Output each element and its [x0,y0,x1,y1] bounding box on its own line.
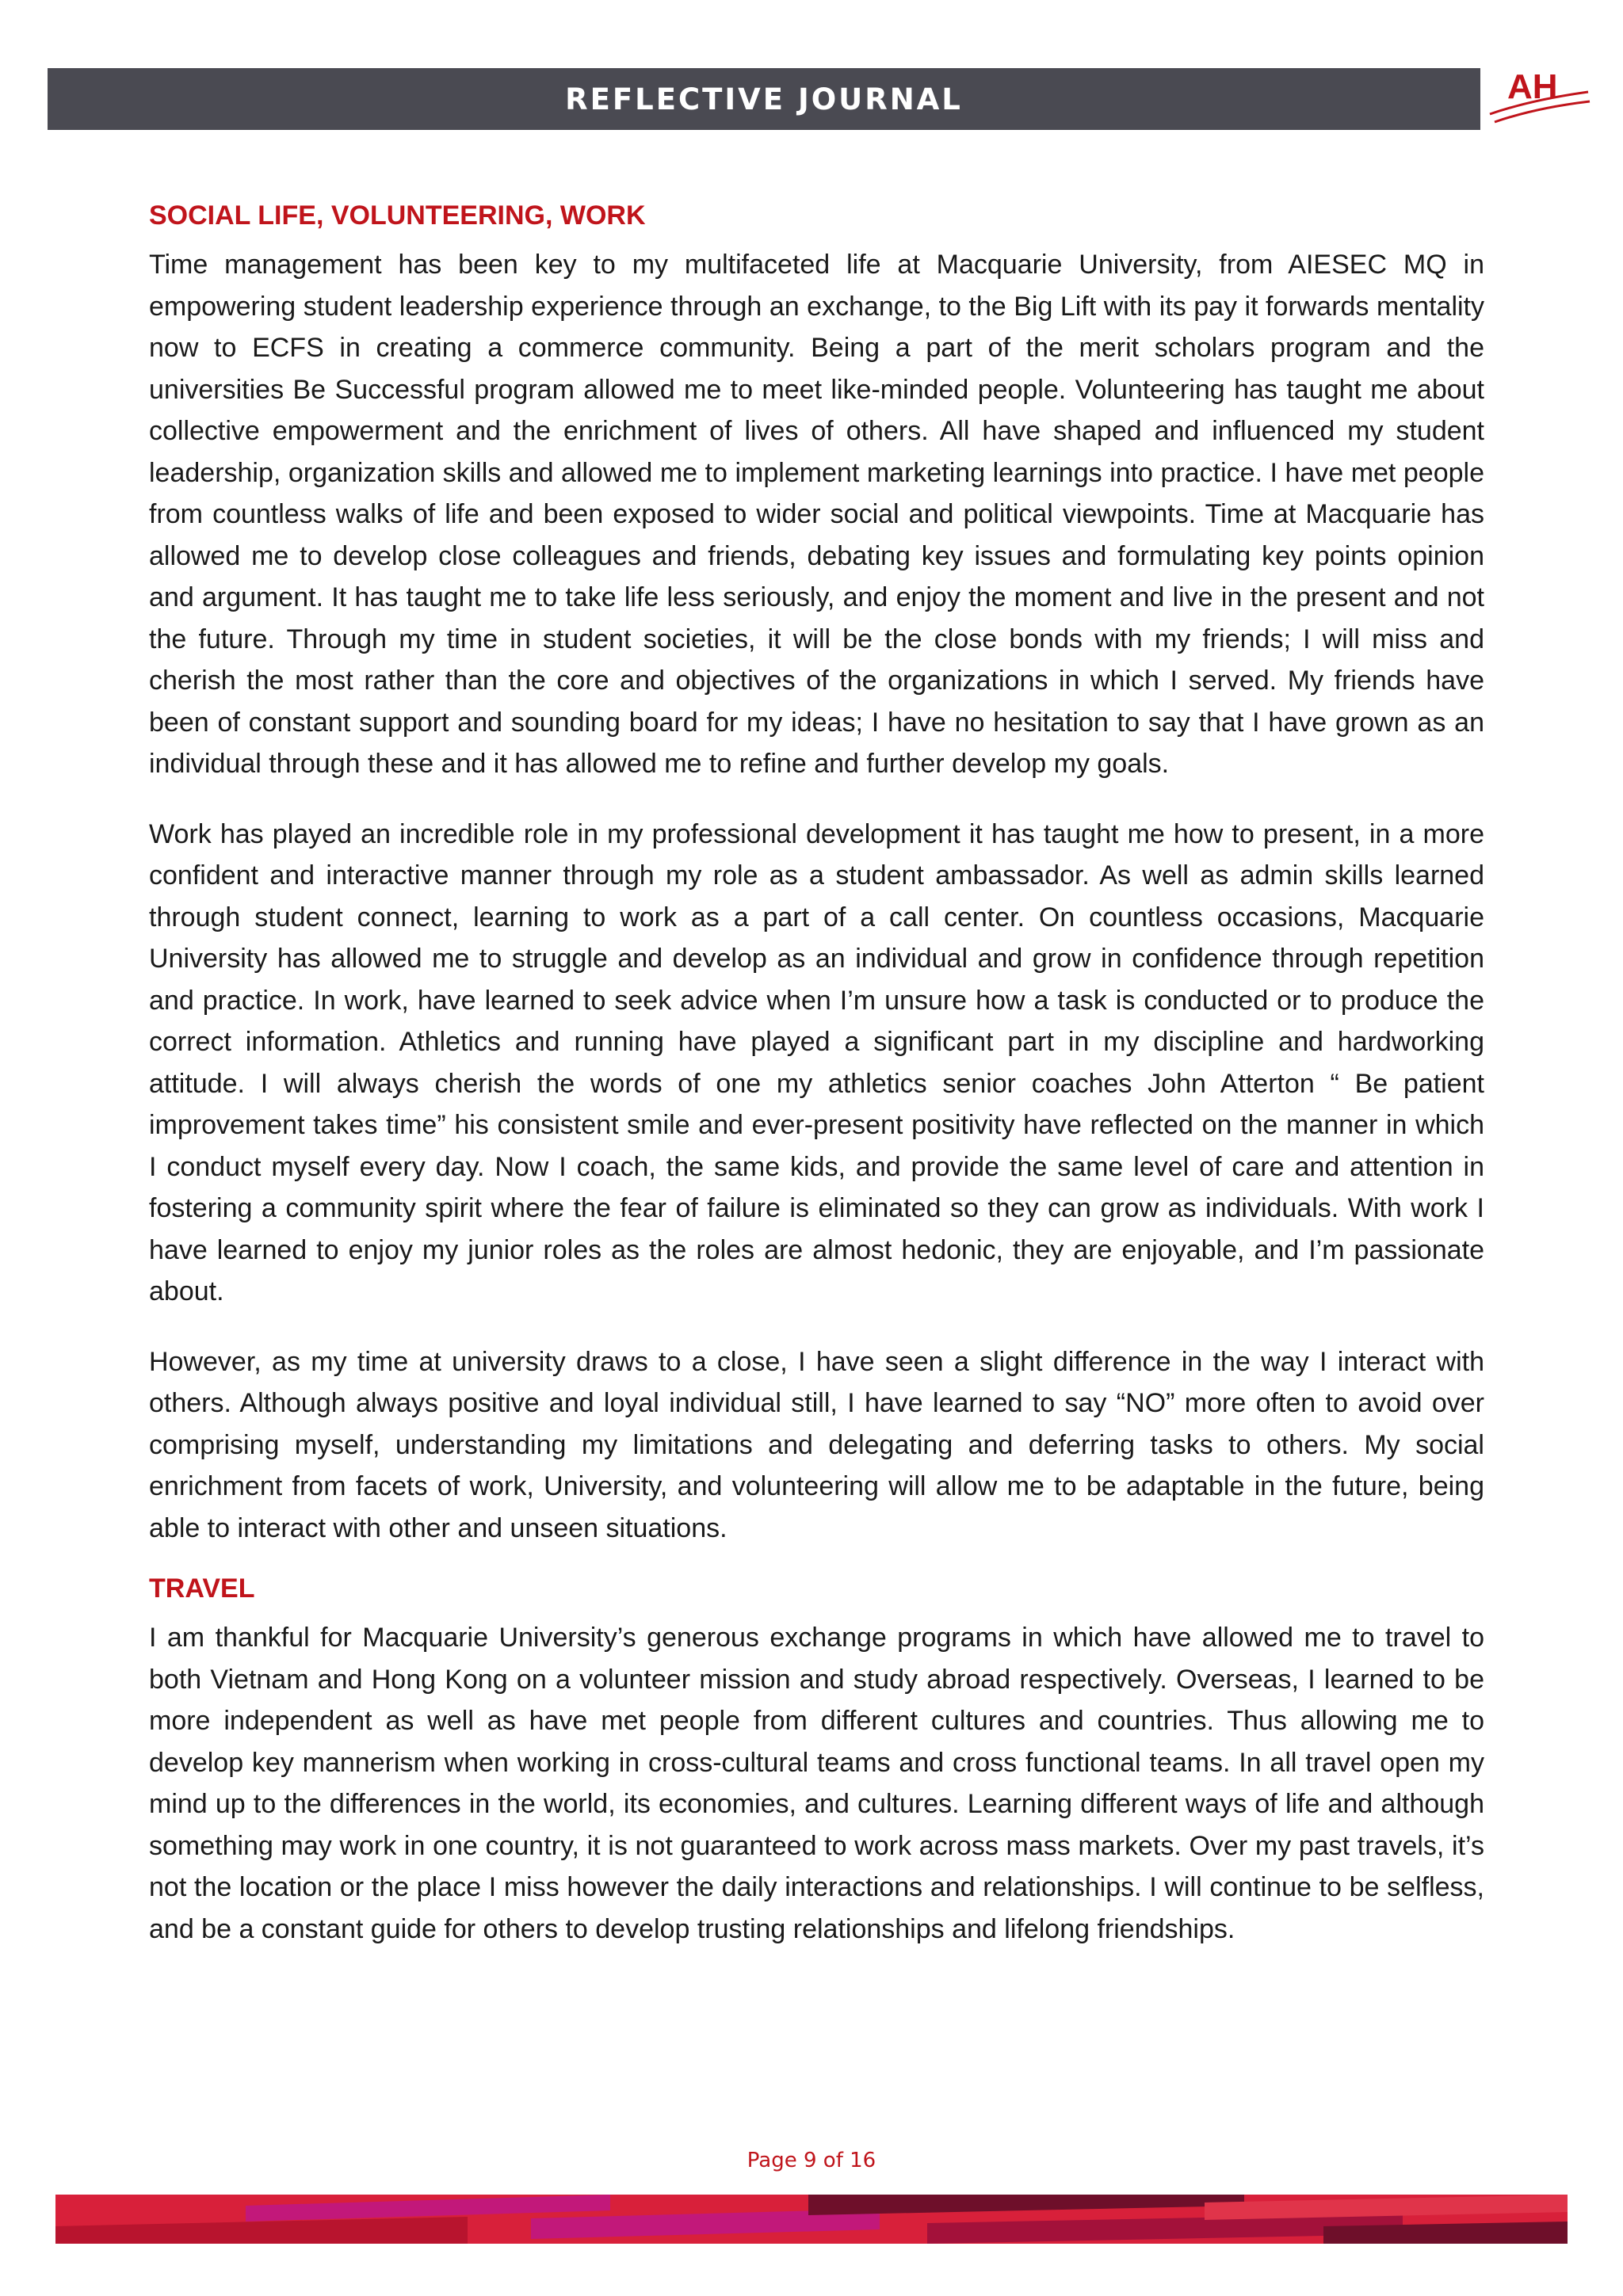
logo-text: AH [1507,67,1558,106]
section-heading-travel: TRAVEL [149,1573,255,1604]
paragraph-social-3: However, as my time at university draws to a close, I have seen a slight difference in the way I interact with others. Although always positive and loyal individual still, I have learned to say “NO” more often to avoid over comprising myself, understanding my limitations and delegating and deferring tasks to others. My social enrichment from facets of work, University, and volunteering will allow me to be adaptable in the future, being able to interact with other and unseen situations. [149,1346,1484,1543]
paragraph-social-2: Work has played an incredible role in my professional development it has taught me how to present, in a more confident and interactive manner through my role as a student ambassador. As well as admin skills learned through student connect, learning to work as a part of a call center. On countless occasions, Macquarie University has allowed me to struggle and develop as an individual and grow in confidence through repetition and practice. In work, have learned to seek advice when I’m unsure how a task is conducted or to produce the correct information. Athletics and running have played a significant part in my discipline and hardworking attitude. I will always cherish the words of one my athletics senior coaches John Atterton “ Be patient improvement takes time” his consistent smile and ever-present positivity have reflected on the manner in which I conduct myself every day. Now I coach, the same kids, and provide the same level of care and attention in fostering a community spirit where the fear of failure is eliminated so they can grow as individuals. With work I have learned to enjoy my junior roles as the roles are almost hedonic, they are enjoyable, and I’m passionate about. [149,818,1484,1306]
section-heading-social: SOCIAL LIFE, VOLUNTEERING, WORK [149,200,646,231]
ah-logo-icon [1484,59,1594,135]
journal-content [149,187,1484,1978]
page-header-title: REFLECTIVE JOURNAL [565,82,963,116]
page-number: Page 9 of 16 [747,2149,876,2172]
footer-decorative-band [55,2195,1568,2244]
paragraph-travel-1: I am thankful for Macquarie University’s generous exchange programs in which have allowed me to travel to both Vietnam and Hong Kong on a volunteer mission and study abroad respectively. Overseas, I learned to be more independent as well as have met people from different cultures and countries. Thus allowing me to develop key mannerism when working in cross-cultural teams and cross functional teams. In all travel open my mind up to the differences in the world, its economies, and cultures. Learning different ways of life and although something may work in one country, it is not guaranteed to work across mass markets. Over my past travels, it’s not the location or the place I miss however the daily interactions and relationships. I will continue to be selfless, and be a constant guide for others to develop trusting relationships and lifelong friendships. [149,1623,1484,1944]
header-bar [48,68,1480,130]
paragraph-social-1: Time management has been key to my multifaceted life at Macquarie University, from AIESEC MQ in empowering student leadership experience through an exchange, to the Big Lift with its pay it forwards mentality now to ECFS in creating a commerce community. Being a part of the merit scholars program and the universities Be Successful program allowed me to meet like-minded people. Volunteering has taught me about collective empowerment and the enrichment of lives of others. All have shaped and influenced my student leadership, organization skills and allowed me to implement marketing learnings into practice. I have met people from countless walks of life and been exposed to wider social and political viewpoints. Time at Macquarie has allowed me to develop close colleagues and friends, debating key issues and formulating key points opinion and argument. It has taught me to take life less seriously, and enjoy the moment and live in the present and not the future. Through my time in student societies, it will be the close bonds with my friends; I will miss and cherish the most rather than the core and objectives of the organizations in which I served. My friends have been of constant support and sounding board for my ideas; I have no hesitation to say that I have grown as an individual through these and it has allowed me to refine and further develop my goals. [149,250,1484,779]
